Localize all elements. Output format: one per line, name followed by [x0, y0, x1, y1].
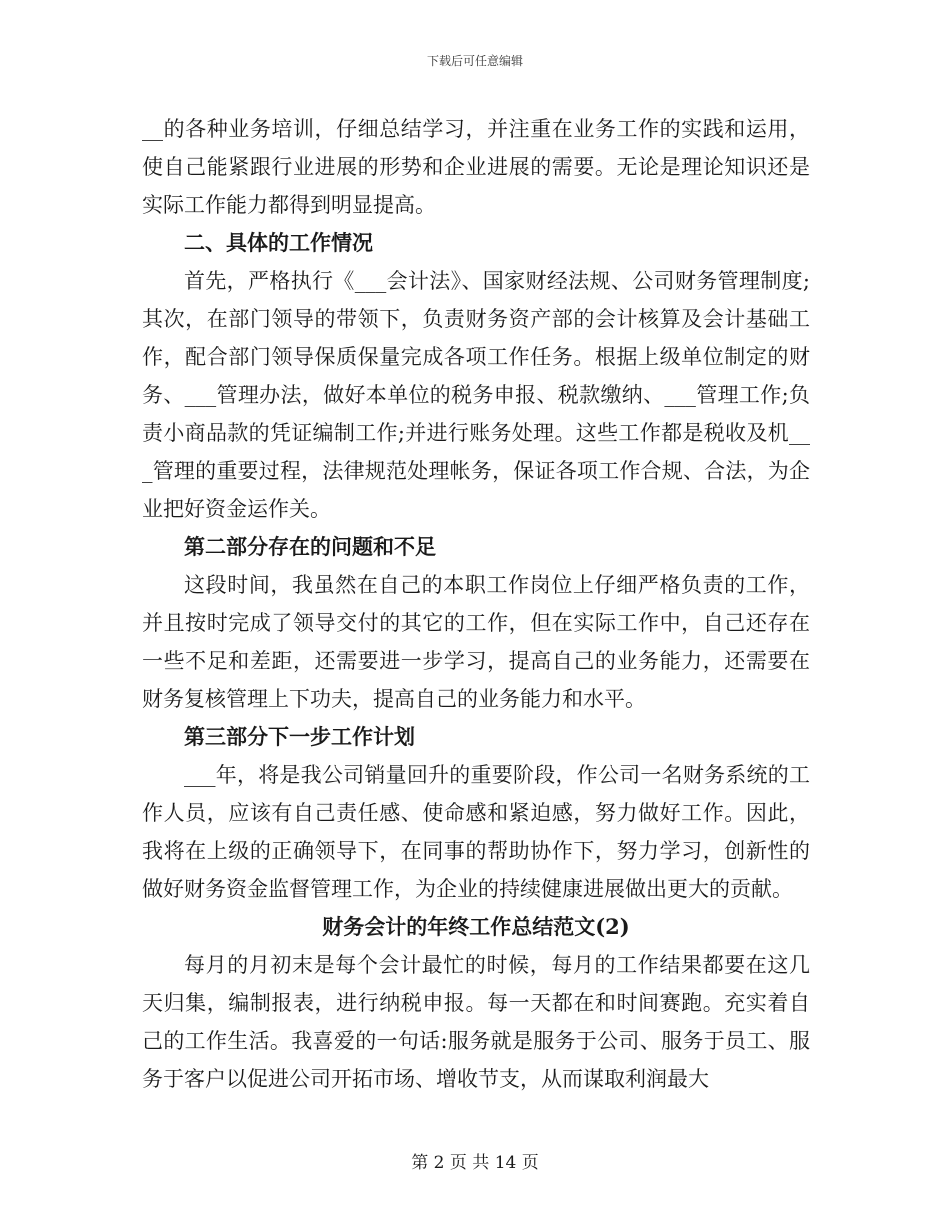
document-body — [142, 110, 810, 1098]
paragraph-problems: 这段时间，我虽然在自己的本职工作岗位上仔细严格负责的工作，并且按时完成了领导交付的其它的工作，但在实际工作中，自己还存在一些不足和差距，还需要进一步学习，提高自己的业务能力，还需要在财务复核管理上下功夫，提高自己的业务能力和水平。 — [142, 573, 810, 711]
paragraph-training: __的各种业务培训，仔细总结学习，并注重在业务工作的实践和运用，使自己能紧跟行业进展的形势和企业进展的需要。无论是理论知识还是实际工作能力都得到明显提高。 — [142, 117, 810, 217]
section-heading-problems: 第二部分存在的问题和不足 — [184, 534, 436, 559]
paragraph-work-details: 首先，严格执行《___会计法》、国家财经法规、公司财务管理制度;其次，在部门领导的带领下，负责财务资产部的会计核算及会计基础工作，配合部门领导保质保量完成各项工作任务。根据上级单位制定的财务、___管理办法，做好本单位的税务申报、税款缴纳、___管理工作;负责小商品款的凭证编制工作;并进行账务处理。这些工作都是税收及机___管理的重要过程，法律规范处理帐务，保证各项工作合规、合法，为企业把好资金运作关。 — [142, 269, 810, 521]
section-heading-next-plan: 第三部分下一步工作计划 — [184, 724, 415, 749]
page-number-footer: 第 2 页 共 14 页 — [411, 1153, 539, 1173]
paragraph-monthly-work: 每月的月初末是每个会计最忙的时候，每月的工作结果都要在这几天归集，编制报表，进行纳税申报。每一天都在和时间赛跑。充实着自己的工作生活。我喜爱的一句话:服务就是服务于公司、服务于员工、服务于客户以促进公司开拓市场、增收节支，从而谋取利润最大 — [142, 953, 810, 1091]
header-note: 下载后可任意编辑 — [426, 54, 523, 68]
article-title-2: 财务会计的年终工作总结范文(2) — [322, 914, 630, 939]
paragraph-next-plan: ___年，将是我公司销量回升的重要阶段，作公司一名财务系统的工作人员，应该有自己责任感、使命感和紧迫感，努力做好工作。因此，我将在上级的正确领导下，在同事的帮助协作下，努力学习，创新性的做好财务资金监督管理工作，为企业的持续健康进展做出更大的贡献。 — [142, 763, 810, 901]
section-heading-work-details: 二、具体的工作情况 — [184, 230, 373, 255]
